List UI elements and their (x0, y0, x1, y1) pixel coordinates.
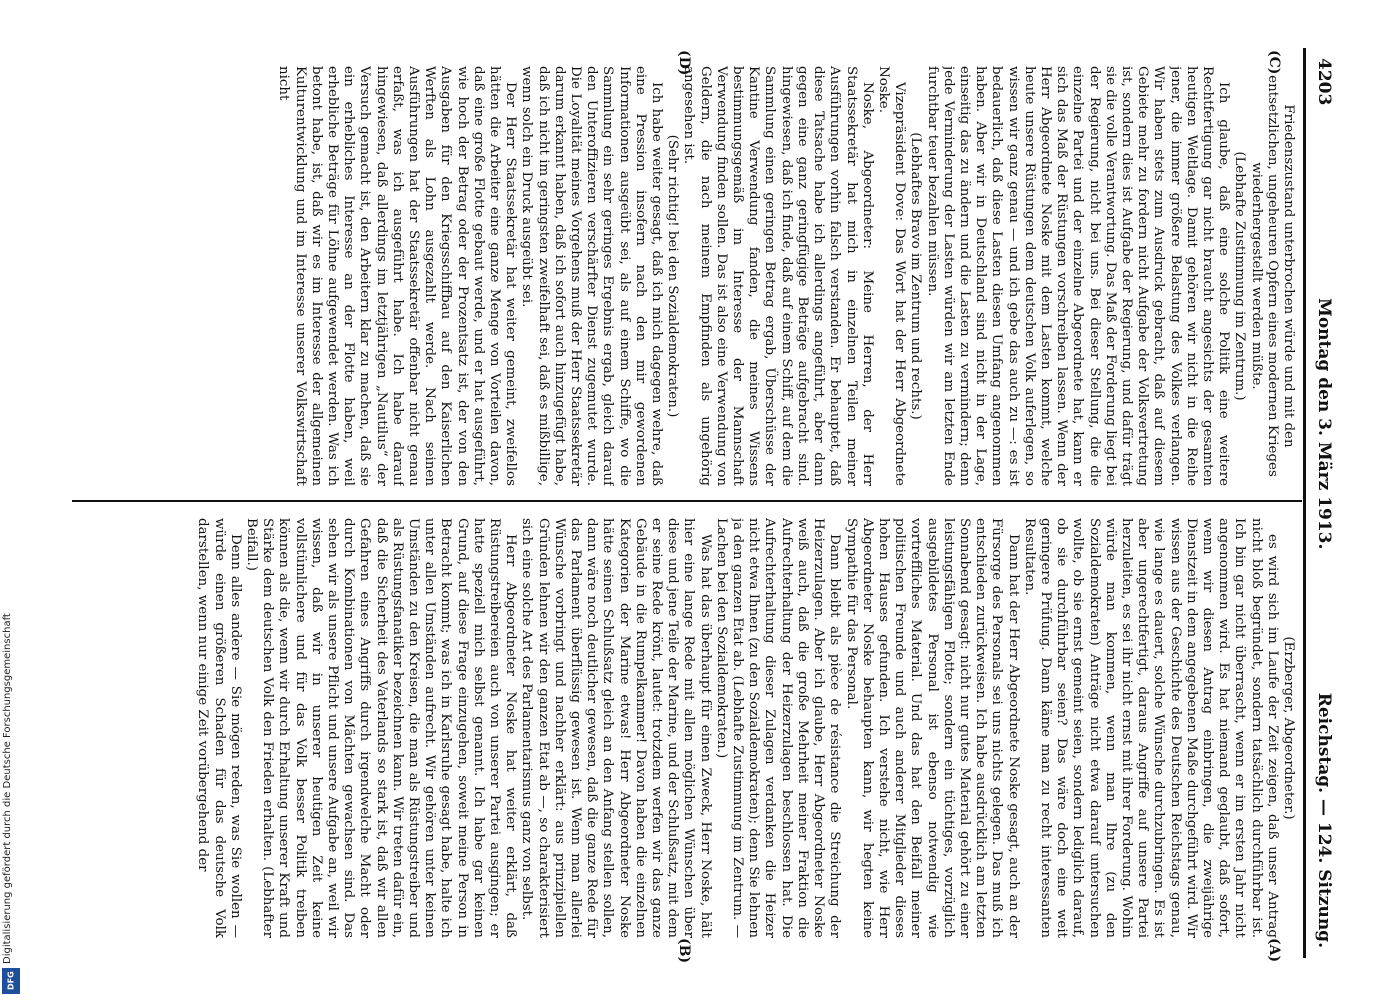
session-date: Montag den 3. März 1913. (1314, 298, 1334, 550)
column-left-page (76, 518, 1296, 938)
paragraph: (Erzberger, Abgeordneter.) (1281, 636, 1296, 820)
paragraph: es wird sich im Laufe der Zeit zeigen, daß unser Antrag nicht bloß begründet, sondern tatsächlich durchführbar ist. Ich bin gar nicht überrascht, wenn er im ersten Jahr nicht angenommen wird. Es hat niemand geglaubt, daß sofort, wenn wir diesen Antrag einbringen, die zweijährige Dienstzeit in dem angegebenen Maße durchgeführt wird. Wir wissen aus der Geschichte des Deutschen Reichstags genau, wie lange es dauert, solche Wünsche durchzubringen. Es ist aber ungerechtfertigt, daraus Angriffe auf unsere Partei herzuleiten, es sei ihr nicht ernst mit ihrer Forderung. Wohin würde man kommen, wenn man Ihre (zu den Sozialdemokraten) Anträge nicht etwa darauf untersuchen wollte, ob sie ernst gemeint seien, sondern lediglich darauf, ob sie durchführbar seien? Das wäre doch eine weit geringere Prüfung. Dann käme man zu recht interessanten Resultaten. (1021, 518, 1280, 938)
paragraph: Denn alles andere — Sie mögen reden, was Sie wollen — würde einen größeren Schaden für das deutsche Volk darstellen, wenn nur einige Zeit vorübergehend der (195, 518, 243, 938)
page-header (1302, 48, 1342, 958)
funding-note: Digitalisierung gefördert durch die Deutsche Forschungsgemeinschaft (2, 613, 13, 964)
dfg-logo: DFG (2, 968, 20, 994)
paragraph: (Sehr richtig! bei den Sozialdemokraten.) (665, 134, 681, 418)
paragraph: (Lebhafte Zustimmung im Zentrum.) (1232, 151, 1248, 401)
paragraph: (Lebhaftes Bravo im Zentrum und rechts.) (908, 132, 924, 420)
margin-letter-c: (C) (1266, 50, 1282, 75)
header-rule (1303, 48, 1306, 958)
paragraph: Dann bleibt als pièce de résistance die Streichung der Heizerzulagen. Aber ich glaube, Herr Abgeordneter Noske weiß auch, daß die große Mehrheit meiner Fraktion die Aufrechterhaltung der Heizerzulagen beschlossen hat. Die Aufrechterhaltung dieser Zulagen verdanken die Heizer nicht etwa Ihnen (zu den Sozialdemokraten); denn Sie lehnen ja den ganzen Etat ab. (Lebhafte Zustimmung im Zentrum. — Lachen bei den Sozialdemokraten.) (713, 518, 843, 938)
funding-sidebar (0, 0, 22, 1000)
scanned-page (62, 48, 1342, 964)
paragraph: Herr Abgeordneter Noske hat weiter erklärt, daß Rüstungstreibereien auch von unserer Partei ausgingen; er hatte speziell mich selbst genannt. Ich habe gar keinen Grund, auf diese Frage einzugehen, soweit meine Person in Betracht kommt; was ich in Karlsruhe gesagt habe, halte ich unter allen Umständen aufrecht. Wir gehören unter keinen Umständen zu den Kreisen, die man als Rüstungstreiber und als Rüstungsfanatiker bezeichnen kann. Wir treten dafür ein, daß die Sicherheit des Vaterlands so stark ist, daß wir allen Gefahren eines Angriffs durch irgendwelche Macht oder durch Kombinationen von Mächten gewachsen sind. Das sehen wir als unsere Pflicht und unsere Aufgabe an, weil wir wissen, daß wir in unserer heutigen Zeit keine vollstümlichere und für das Volk besser Politik treiben können als die, wenn wir durch Erhaltung unserer Kraft und Stärke dem deutschen Volk den Frieden erhalten. (Lebhafter Beifall.) (244, 518, 519, 938)
session-title: Reichstag. — 124. Sitzung. (1314, 692, 1334, 948)
column-right-page (76, 66, 1296, 486)
paragraph: Vizepräsident Dove: Das Wort hat der Herr Abgeordnete Noske. (875, 66, 908, 486)
page-number: 4203 (1314, 58, 1334, 106)
margin-letter-b: (B) (676, 938, 692, 964)
margin-letter-d: (D) (676, 50, 692, 76)
paragraph: Friedenszustand unterbrochen würde und mit den entsetzlichen, ungeheuren Opfern eines modernen Krieges wiederhergestellt werden müßte. (1248, 75, 1296, 477)
margin-letter-a: (A) (1266, 938, 1282, 963)
column-divider (72, 500, 1302, 502)
paragraph: Noske, Abgeordneter: Meine Herren, der Herr Staatssekretär hat mich in einzelnen Teilen meiner Ausführungen vorhin falsch verstanden. Er behauptet, daß diese Tatsache habe ich allerdings angeführt, aber dann gegen eine ganz geringfügige Beträge aufgebracht sind. hingewiesen, daß ich finde, daß auf einem Schiff, auf dem die Sammlung einen geringen Betrag ergab, Überschüsse der Kantine Verwendung fanden, die meines Wissens bestimmungsgemäß im Interesse der Mannschaft Verwendung finden sollen. Das ist also eine Verwendung von Geldern, die nach meinem Empfinden als ungehörig angesehen ist. (681, 66, 875, 486)
paragraph: Dann hat der Herr Abgeordnete Noske gesagt, auch an der Fürsorge des Personals sei uns nichts gelegen. Das muß ich entschieden zurückweisen. Ich habe ausdrücklich am letzten Sonnabend gesagt: nicht nur gutes Material gehört zu einer leistungsfähigen Flotte; sondern ein tüchtiges, vorzüglich ausgebildetes Personal ist ebenso notwendig wie vortreffliches Material. Und das hat den Beifall meiner politischen Freunde und auch anderer Mitglieder dieses hohen Hauses gefunden. Ich verstehe nicht, wie Herr Abgeordneter Noske behaupten kann, wir hegten keine Sympathie für das Personal. (843, 518, 1021, 938)
paragraph: Was hat das überhaupt für einen Zweck, Herr Noske, hält hier eine lange Rede mit allen möglichen Wünschen über diese und jene Teile der Marine, und der Schlußsatz, mit dem er seine Rede krönt, lautet: trotzdem werfen wir das ganze Gebäude in die Rumpelkammer! Davon haben die einzelnen Kategorien der Marine etwas! Herr Abgeordneter Noske hätte seinen Schlußsatz gleich an den Anfang stellen sollen, dann wäre noch deutlicher gewesen, daß die ganze Rede für das Parlament überflüssig gewesen ist. Wenn man allerlei Wünsche vorbringt und nachher erklärt: aus prinzipiellen Gründen lehnen wir den ganzen Etat ab —, so charakterisiert sich eine solche Art des Parlamentarismus ganz von selbst. (519, 518, 713, 938)
paragraph: Ich habe weiter gesagt, daß ich mich dagegen wehre, daß eine Pression insofern nach den mir gewordenen Informationen ausgeübt sei, als auf einem Schiffe, wo die Sammlung ein sehr geringes Ergebnis ergab, gleich darauf den Unteroffizieren verschärfter Dienst zugemutet wurde. Die Loyalität meines Vorgehens muß der Herr Staatssekretär darum erkannt haben, daß ich sofort auch hinzugefügt habe, daß ich nicht im geringsten zweifelhaft sei, daß es mißbillige, wenn solch ein Druck ausgeübt sei. (519, 66, 665, 486)
paragraph: Der Herr Staatssekretär hat weiter gemeint, zweifellos hätten die Arbeiter eine ganze Menge von Vorteilen davon, daß eine große Flotte gebaut werde, und er hat ausgeführt, wie hoch der Betrag oder der Prozentsatz ist, der von den Ausgaben für den Kriegsschiffbau auf den Kaiserlichen Werften als Lohn ausgezahlt werde. Nach seinen Ausführungen hat der Staatssekretär offenbar nicht genau erfaßt, was ich ausgeführt habe. Ich habe darauf hingewiesen, daß allerdings im letztjährigen „Nautilus“ der Versuch gemacht ist, den Arbeitern klar zu machen, daß sie ein erhebliches Interesse an der Flotte haben, weil erhebliche Beträge für Löhne aufgewendet werden. Was ich betont habe, ist, daß wir es im Interesse der allgemeinen Kulturentwicklung und im Interesse unserer Volkswirtschaft nicht (276, 66, 519, 486)
paragraph: Ich glaube, daß eine solche Politik eine weitere Rechtfertigung gar nicht braucht angesichts der gesamten heutigen Weltlage. Damit gehören wir nicht in die Reihe jener, die immer größere Belastung des Volkes verlangen. Wir haben stets zum Ausdruck gebracht, daß auf diesem Gebiete mehr zu fordern nicht Aufgabe der Volksvertretung ist, sondern dies ist Aufgabe der Regierung, und dafür trägt sie die volle Verantwortung. Das Maß der Forderung liegt bei der Regierung, nicht bei uns. Bei dieser Stellung, die die einzelne Partei und der einzelne Abgeordnete hat, kann er sich das Maß der Rüstungen vorschreiben lassen. Wenn der Herr Abgeordnete Noske mit dem Lasten kommt, welche heute unsere Rüstungen dem deutschen Volk auferlegen, so wissen wir ganz genau — und ich gebe das auch zu —: es ist bedauerlich, daß diese Lasten diesen Umfang angenommen haben. Aber wir in Deutschland sind nicht in der Lage, einseitig das zu ändern und die Lasten zu vermindern; denn jede Verminderung der Lasten würden wir am letzten Ende furchtbar teuer bezahlen müssen. (924, 66, 1232, 486)
